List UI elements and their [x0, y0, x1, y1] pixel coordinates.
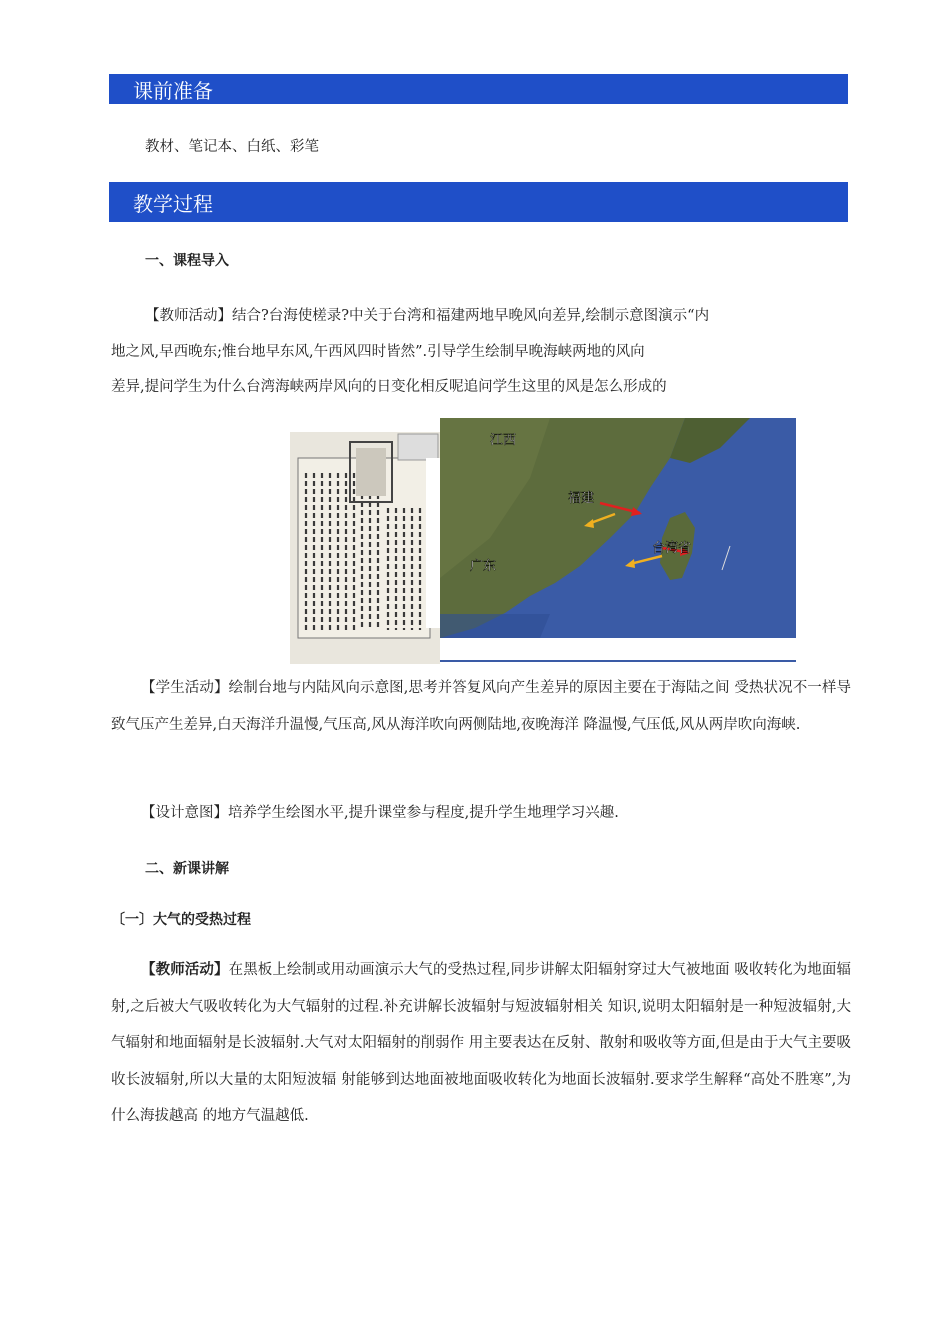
design-intent-text: 培养学生绘图水平,提升课堂参与程度,提升学生地理学习兴趣. [228, 805, 619, 821]
ancient-book-image [290, 432, 440, 664]
section-title: 课前准备 [133, 78, 213, 103]
label-guangdong: 广东 [470, 559, 497, 574]
design-intent-label: 【设计意图】 [141, 805, 228, 821]
student-activity-label: 【学生活动】 [141, 680, 229, 696]
label-fujian: 福建 [568, 491, 595, 506]
materials-text: 教材、笔记本、白纸、彩笔 [145, 139, 319, 155]
section-header-preparation [109, 74, 848, 104]
wind-map-figure [290, 418, 796, 664]
teacher-activity-line-1: 【教师活动】结合?台海使槎录?中关于台湾和福建两地早晚风向差异,绘制示意图演示“内 [145, 308, 710, 324]
label-jiangxi: 江西 [490, 433, 517, 448]
design-intent-paragraph [111, 795, 851, 832]
satellite-map [440, 418, 796, 664]
teacher-activity-line-3: 差异,提问学生为什么台湾海峡两岸风向的日变化相反呢追问学生这里的风是怎么形成的 [111, 379, 667, 395]
heading-intro: 一、课程导入 [145, 253, 229, 269]
section-title: 教学过程 [133, 191, 213, 216]
subheading-atmosphere-heating: 〔一〕大气的受热过程 [111, 912, 251, 928]
label-taiwan: 台湾省 [652, 541, 692, 556]
teacher-activity-line-2: 地之风,早西晚东;惟台地早东风,午西风四时皆然”.引导学生绘制早晚海峡两地的风向 [111, 344, 645, 360]
student-activity-text: 绘制台地与内陆风向示意图,思考并答复风向产生差异的原因主要在于海陆之间 受热状况不一样导致气压产生差异,白天海洋升温慢,气压高,风从海洋吹向两侧陆地,夜晚海洋 降温慢,气压低,风从两岸吹向海峡. [111, 680, 852, 733]
student-activity-paragraph [111, 670, 851, 743]
heading-new-lesson: 二、新课讲解 [145, 861, 229, 877]
teacher-activity-text: 在黑板上绘制或用动画演示大气的受热过程,同步讲解太阳辐射穿过大气被地面 吸收转化为地面辐射,之后被大气吸收转化为大气辐射的过程.补充讲解长波辐射与短波辐射相关 知识,说明太阳辐射是一种短波辐射,大气辐射和地面辐射是长波辐射.大气对太阳辐射的削弱作 用主要表达在反射、散射和吸收等方面,但是由于大气主要吸收长波辐射,所以大量的太阳短波辐 射能够到达地面被地面吸收转化为地面长波辐射.要求学生解释“高处不胜寒”,为什么海拔越高 的地方气温越低. [111, 962, 852, 1124]
section-header-process [109, 182, 848, 222]
teacher-activity-paragraph-2 [111, 952, 851, 1135]
teacher-activity-label: 【教师活动】 [141, 961, 229, 978]
